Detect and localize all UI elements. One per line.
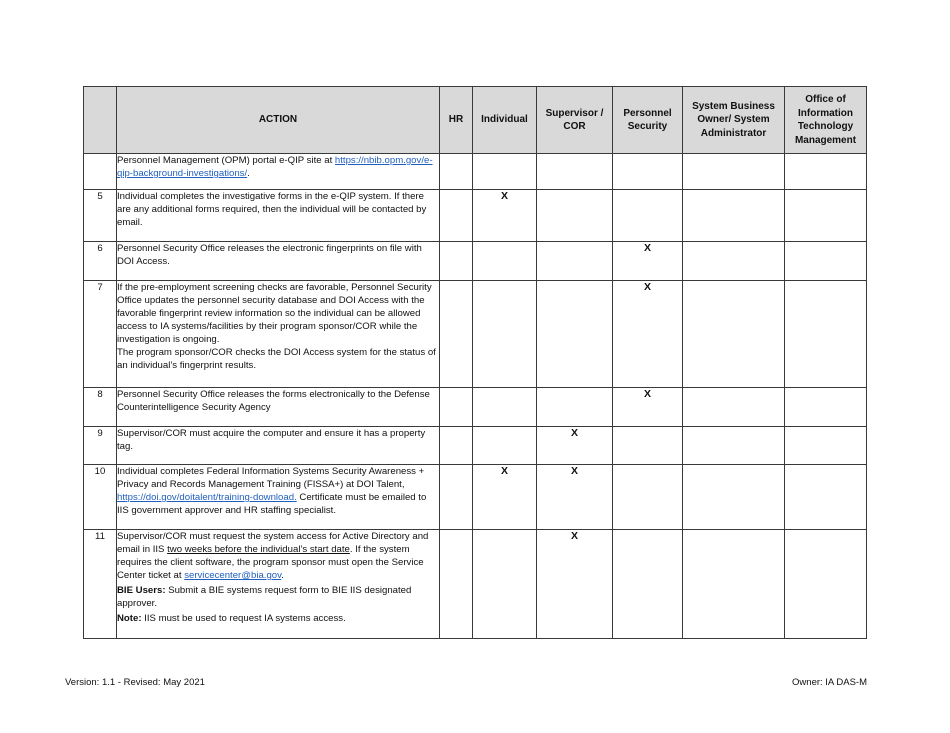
mark-oitm [785, 427, 867, 465]
mark-hr [440, 242, 473, 281]
row-number: 7 [84, 281, 117, 388]
action-text: Individual completes the investigative forms in the e-QIP system. If there are any additional forms required, then the individual will be contacted by email. [117, 191, 427, 228]
mark-system-business-owner [683, 530, 785, 639]
mark-oitm [785, 190, 867, 242]
row-action [117, 281, 440, 388]
header-number [84, 87, 117, 154]
header-hr: HR [440, 87, 473, 154]
table-row [84, 388, 867, 427]
table-row [84, 465, 867, 530]
mark-system-business-owner [683, 190, 785, 242]
mark-system-business-owner [683, 242, 785, 281]
mark-personnel-security [613, 427, 683, 465]
deadline-text: two weeks before the individual’s start date [167, 544, 350, 555]
mark-supervisor-cor: X [537, 530, 613, 639]
row-action [117, 465, 440, 530]
header-personnel-security: Personnel Security [613, 87, 683, 154]
mark-personnel-security [613, 530, 683, 639]
action-text: . If the system requires the client software, the program sponsor must open the Service Center ticket at [117, 544, 424, 581]
mark-individual: X [473, 190, 537, 242]
mark-personnel-security [613, 154, 683, 190]
action-text: If the pre-employment screening checks are favorable, Personnel Security Office updates the personnel security database and DOI Access with the favorable fingerprint review information so the individual can be allowed access to IA systems/facilities by their program sponsor/COR while the investigation is ongoing. [117, 282, 432, 345]
mark-system-business-owner [683, 465, 785, 530]
mark-hr [440, 465, 473, 530]
note-label: Note: [117, 613, 142, 624]
table-row [84, 281, 867, 388]
mark-individual [473, 154, 537, 190]
action-text: IIS must be used to request IA systems access. [141, 613, 346, 624]
action-text: The program sponsor/COR checks the DOI Access system for the status of an individual’s fingerprint results. [117, 347, 436, 371]
mark-hr [440, 427, 473, 465]
action-text: Personnel Security Office releases the electronic fingerprints on file with DOI Access. [117, 243, 422, 267]
row-number: 8 [84, 388, 117, 427]
action-text: Individual completes Federal Information Systems Security Awareness + Privacy and Records Management Training (FISSA+) at DOI Talent, [117, 466, 425, 490]
mark-oitm [785, 530, 867, 639]
action-text: Personnel Management (OPM) portal e-QIP site at [117, 155, 335, 166]
responsibility-matrix-table [83, 86, 867, 639]
table-header-row [84, 87, 867, 154]
footer-version: Version: 1.1 - Revised: May 2021 [65, 677, 205, 688]
mark-hr [440, 190, 473, 242]
mark-hr [440, 281, 473, 388]
action-text: . [247, 168, 250, 179]
mark-supervisor-cor [537, 242, 613, 281]
header-action: ACTION [117, 87, 440, 154]
mark-individual [473, 281, 537, 388]
row-number: 9 [84, 427, 117, 465]
table-row [84, 427, 867, 465]
table-row [84, 242, 867, 281]
action-text: Supervisor/COR must acquire the computer and ensure it has a property tag. [117, 428, 426, 452]
mark-hr [440, 154, 473, 190]
row-number: 6 [84, 242, 117, 281]
header-supervisor-cor: Supervisor / COR [537, 87, 613, 154]
row-action [117, 530, 440, 639]
row-action [117, 242, 440, 281]
table-row [84, 154, 867, 190]
header-oitm: Office of Information Technology Management [785, 87, 867, 154]
mark-supervisor-cor [537, 281, 613, 388]
action-text: . [281, 570, 284, 581]
row-number: 5 [84, 190, 117, 242]
row-action [117, 190, 440, 242]
row-number: 10 [84, 465, 117, 530]
header-individual: Individual [473, 87, 537, 154]
mark-personnel-security: X [613, 242, 683, 281]
action-text: Supervisor/COR must request the system access for Active Directory and email in IIS [117, 531, 429, 555]
mark-individual [473, 388, 537, 427]
mark-individual [473, 242, 537, 281]
action-text: Certificate must be emailed to IIS government approver and HR staffing specialist. [117, 492, 427, 516]
mark-system-business-owner [683, 388, 785, 427]
mark-system-business-owner [683, 427, 785, 465]
mark-personnel-security: X [613, 388, 683, 427]
row-action [117, 154, 440, 190]
mark-supervisor-cor: X [537, 465, 613, 530]
mark-personnel-security: X [613, 281, 683, 388]
mark-oitm [785, 388, 867, 427]
mark-oitm [785, 465, 867, 530]
action-text: Personnel Security Office releases the forms electronically to the Defense Counterintelligence Security Agency [117, 389, 430, 413]
mark-supervisor-cor: X [537, 427, 613, 465]
mark-supervisor-cor [537, 190, 613, 242]
mark-individual [473, 530, 537, 639]
mark-personnel-security [613, 465, 683, 530]
mark-oitm [785, 281, 867, 388]
header-system-business-owner: System Business Owner/ System Administrator [683, 87, 785, 154]
mark-oitm [785, 242, 867, 281]
doi-talent-link[interactable]: https://doi.gov/doitalent/training-download. [117, 492, 297, 503]
mark-system-business-owner [683, 154, 785, 190]
action-text: Submit a BIE systems request form to BIE IIS designated approver. [117, 585, 412, 609]
row-action [117, 388, 440, 427]
mark-hr [440, 388, 473, 427]
row-number: 11 [84, 530, 117, 639]
service-center-email-link[interactable]: servicecenter@bia.gov [184, 570, 282, 581]
table-row [84, 530, 867, 639]
table-row [84, 190, 867, 242]
row-action [117, 427, 440, 465]
mark-personnel-security [613, 190, 683, 242]
mark-hr [440, 530, 473, 639]
bie-users-label: BIE Users: [117, 585, 166, 596]
mark-supervisor-cor [537, 388, 613, 427]
e-qip-link[interactable]: https://nbib.opm.gov/e-qip-background-investigations/ [117, 155, 433, 179]
mark-oitm [785, 154, 867, 190]
mark-system-business-owner [683, 281, 785, 388]
mark-individual: X [473, 465, 537, 530]
footer-owner: Owner: IA DAS-M [792, 677, 867, 688]
mark-individual [473, 427, 537, 465]
row-number [84, 154, 117, 190]
mark-supervisor-cor [537, 154, 613, 190]
